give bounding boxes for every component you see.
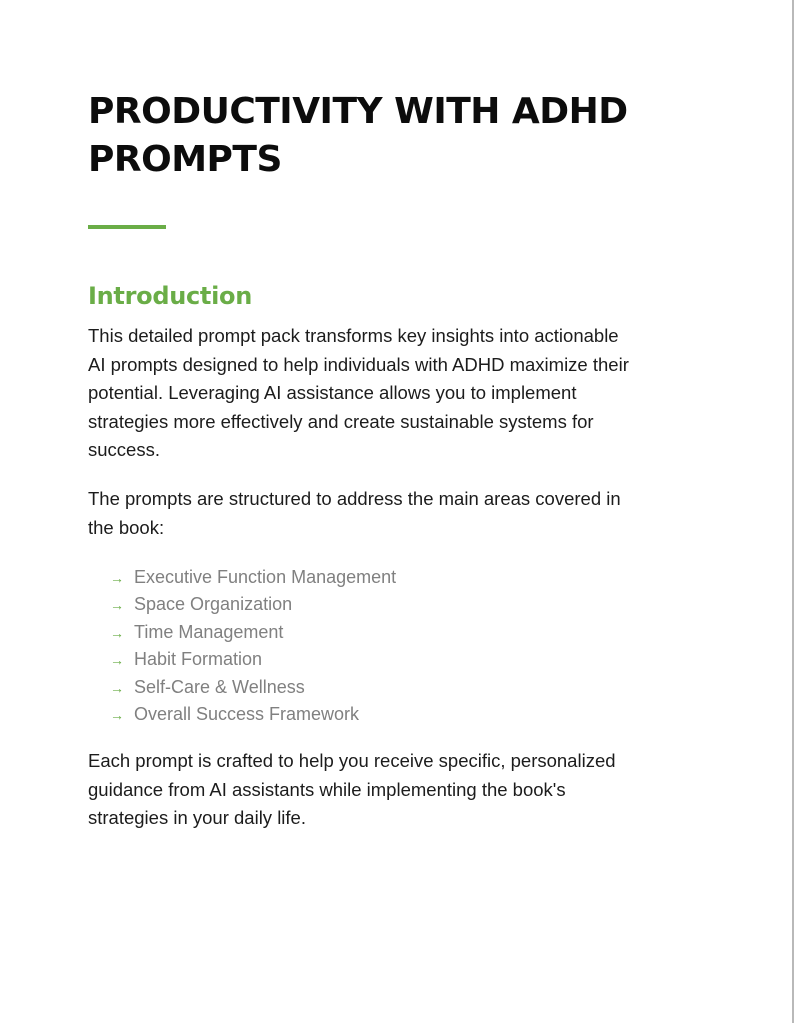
arrow-right-icon: →: [110, 624, 124, 641]
list-item-label: Overall Success Framework: [134, 703, 360, 724]
arrow-right-icon: →: [110, 652, 124, 669]
list-item: [110, 646, 396, 673]
list-item-label: Self-Care & Wellness: [134, 676, 305, 697]
list-item-label: Time Management: [134, 621, 284, 642]
list-item-label: Space Organization: [134, 594, 293, 615]
paragraph-line: Each prompt is crafted to help you receive specific, personalized: [88, 750, 616, 771]
title-line: PROMPTS: [88, 139, 282, 180]
list-item: [110, 619, 396, 646]
arrow-right-icon: →: [110, 597, 124, 614]
title-line: PRODUCTIVITY WITH ADHD: [88, 91, 628, 132]
section-heading-introduction: Introduction: [88, 282, 252, 310]
list-item: [110, 674, 396, 701]
topic-list: [110, 564, 396, 728]
structure-paragraph: [88, 485, 728, 542]
paragraph-line: This detailed prompt pack transforms key insights into actionable: [88, 325, 619, 346]
paragraph-line: AI prompts designed to help individuals with ADHD maximize their: [88, 353, 629, 375]
arrow-right-icon: →: [110, 679, 124, 696]
intro-paragraph: [88, 322, 728, 465]
list-item-label: Executive Function Management: [134, 567, 397, 587]
list-item-label: Habit Formation: [134, 649, 263, 670]
list-item: [110, 591, 396, 618]
page-title: [88, 88, 728, 184]
paragraph-line: The prompts are structured to address the main areas covered in: [88, 488, 621, 509]
paragraph-line: the book:: [88, 516, 165, 538]
closing-paragraph: [88, 747, 728, 833]
list-item: [110, 701, 396, 728]
arrow-right-icon: →: [110, 706, 124, 723]
paragraph-line: potential. Leveraging AI assistance allows you to implement: [88, 382, 577, 403]
arrow-right-icon: →: [110, 570, 124, 586]
paragraph-line: guidance from AI assistants while implementing the book's: [88, 778, 566, 800]
paragraph-line: success.: [88, 439, 160, 460]
list-item: [110, 564, 396, 591]
paragraph-line: strategies more effectively and create sustainable systems for: [88, 410, 594, 432]
paragraph-line: strategies in your daily life.: [88, 807, 306, 828]
accent-divider: [88, 225, 166, 229]
